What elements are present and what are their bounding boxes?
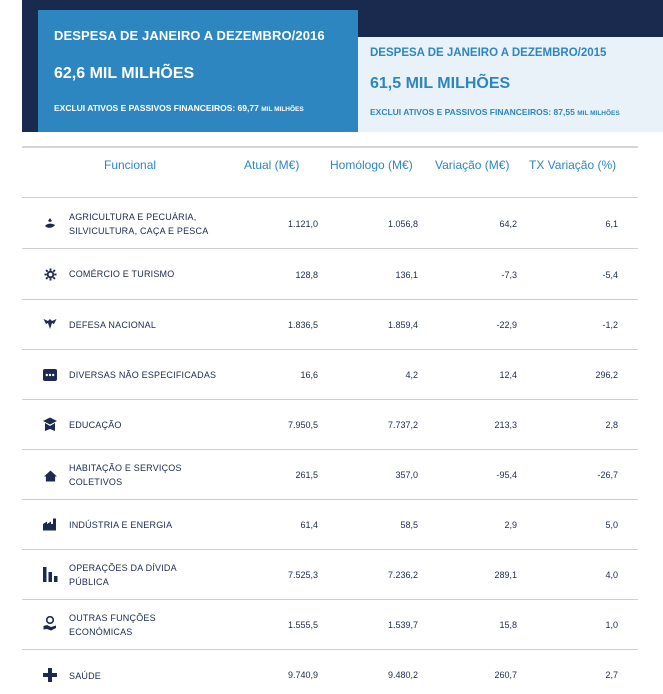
health-cross-icon: [42, 667, 58, 683]
cell-tx-variacao: 2,8: [605, 420, 618, 430]
table-row: [22, 199, 638, 249]
row-label-line1: DEFESA NACIONAL: [69, 320, 157, 330]
row-label: [69, 418, 244, 432]
cell-atual: 128,8: [295, 270, 318, 280]
header-funcional[interactable]: Funcional: [104, 158, 157, 172]
header-homologo[interactable]: Homólogo (M€): [330, 158, 413, 172]
cell-homologo: 136,1: [395, 270, 418, 280]
row-label-line1: DIVERSAS NÃO ESPECIFICADAS: [69, 370, 217, 380]
row-label-line1: OPERAÇÕES DA DÍVIDA: [69, 563, 177, 573]
card-note-unit: MIL MILHÕES: [577, 110, 620, 117]
table-row: [22, 300, 638, 350]
cell-variacao: 213,3: [494, 420, 517, 430]
cell-variacao: 260,7: [494, 670, 517, 680]
cell-homologo: 7.236,2: [387, 570, 418, 580]
ellipsis-icon: [42, 367, 58, 383]
cell-homologo: 58,5: [400, 520, 418, 530]
row-label-line1: SAÚDE: [69, 671, 102, 681]
cell-atual: 1.121,0: [287, 219, 318, 229]
row-label-line2: PÚBLICA: [69, 577, 109, 587]
cell-atual: 9.740,9: [287, 670, 318, 680]
row-label: [69, 318, 244, 332]
cell-atual: 261,5: [295, 470, 318, 480]
cell-atual: 1.555,5: [287, 620, 318, 630]
cell-homologo: 357,0: [395, 470, 418, 480]
row-label-line1: AGRICULTURA E PECUÁRIA,: [69, 212, 197, 222]
cell-tx-variacao: 1,0: [605, 620, 618, 630]
cell-variacao: -7,3: [501, 270, 517, 280]
cell-tx-variacao: -5,4: [602, 270, 618, 280]
card-title: DESPESA DE JANEIRO A DEZEMBRO/2016: [54, 28, 325, 43]
row-label-line1: COMÉRCIO E TURISMO: [69, 269, 175, 279]
cell-homologo: 1.539,7: [387, 620, 418, 630]
cell-homologo: 4,2: [405, 370, 418, 380]
cell-variacao: -22,9: [496, 320, 517, 330]
card-note-main: EXCLUI ATIVOS E PASSIVOS FINANCEIROS: 87,55: [370, 107, 575, 117]
house-icon: [42, 468, 58, 484]
cell-tx-variacao: 4,0: [605, 570, 618, 580]
card-note-main: EXCLUI ATIVOS E PASSIVOS FINANCEIROS: 69,77: [54, 103, 259, 113]
card-title: DESPESA DE JANEIRO A DEZEMBRO/2015: [370, 47, 607, 59]
row-label: [69, 518, 244, 532]
row-label-line2: SILVICULTURA, CAÇA E PESCA: [69, 226, 209, 236]
row-label: [69, 267, 244, 281]
cell-homologo: 1.859,4: [387, 320, 418, 330]
cell-variacao: 15,8: [499, 620, 517, 630]
cell-variacao: 64,2: [499, 219, 517, 229]
cell-tx-variacao: -1,2: [602, 320, 618, 330]
cell-atual: 1.836,5: [287, 320, 318, 330]
cell-tx-variacao: 6,1: [605, 219, 618, 229]
table-row: [22, 450, 638, 500]
cell-variacao: 289,1: [494, 570, 517, 580]
factory-icon: [42, 516, 58, 532]
cell-atual: 7.525,3: [287, 570, 318, 580]
row-label-line2: ECONÓMICAS: [69, 627, 133, 637]
cell-tx-variacao: -26,7: [597, 470, 618, 480]
cell-homologo: 9.480,2: [387, 670, 418, 680]
row-label: [69, 669, 244, 683]
row-label: [69, 368, 244, 382]
cell-tx-variacao: 296,2: [595, 370, 618, 380]
table-row: [22, 249, 638, 300]
cell-tx-variacao: 5,0: [605, 520, 618, 530]
cell-homologo: 1.056,8: [387, 219, 418, 229]
header-variacao[interactable]: Variação (M€): [435, 158, 510, 172]
hand-coin-icon: [42, 615, 58, 631]
cell-variacao: 2,9: [504, 520, 517, 530]
row-label: [69, 611, 244, 639]
agriculture-icon: [42, 216, 58, 232]
row-label-line1: INDÚSTRIA E ENERGIA: [69, 520, 173, 530]
row-label-line1: EDUCAÇÃO: [69, 420, 122, 430]
table-row: [22, 400, 638, 450]
commerce-gear-icon: [42, 266, 58, 282]
card-value: 62,6 MIL MILHÕES: [54, 65, 195, 82]
summary-card-2016: [38, 10, 358, 132]
summary-card-2015: [358, 37, 663, 132]
card-value: 61,5 MIL MILHÕES: [370, 75, 511, 92]
bar-chart-icon: [42, 566, 58, 582]
education-cap-icon: [42, 416, 58, 432]
cell-atual: 16,6: [300, 370, 318, 380]
cell-variacao: 12,4: [499, 370, 517, 380]
card-note-unit: MIL MILHÕES: [261, 106, 304, 113]
row-label: [69, 561, 244, 589]
cell-atual: 61,4: [300, 520, 318, 530]
row-label: [69, 461, 244, 489]
row-label: [69, 210, 244, 238]
table-row: [22, 350, 638, 400]
table-row: [22, 550, 638, 600]
table-row: [22, 600, 638, 650]
card-note: [54, 103, 358, 113]
header-tx-variacao[interactable]: TX Variação (%): [529, 158, 617, 172]
row-label-line2: COLETIVOS: [69, 477, 123, 487]
cell-variacao: -95,4: [496, 470, 517, 480]
table-row: [22, 650, 638, 694]
table-header: [22, 148, 638, 198]
row-label-line1: HABITAÇÃO E SERVIÇOS: [69, 463, 182, 473]
header-atual[interactable]: Atual (M€): [244, 158, 300, 172]
card-note: [370, 107, 663, 117]
cell-homologo: 7.737,2: [387, 420, 418, 430]
cell-tx-variacao: 2,7: [605, 670, 618, 680]
row-label-line1: OUTRAS FUNÇÕES: [69, 613, 156, 623]
defense-emblem-icon: [42, 316, 58, 332]
cell-atual: 7.950,5: [287, 420, 318, 430]
table-row: [22, 500, 638, 550]
